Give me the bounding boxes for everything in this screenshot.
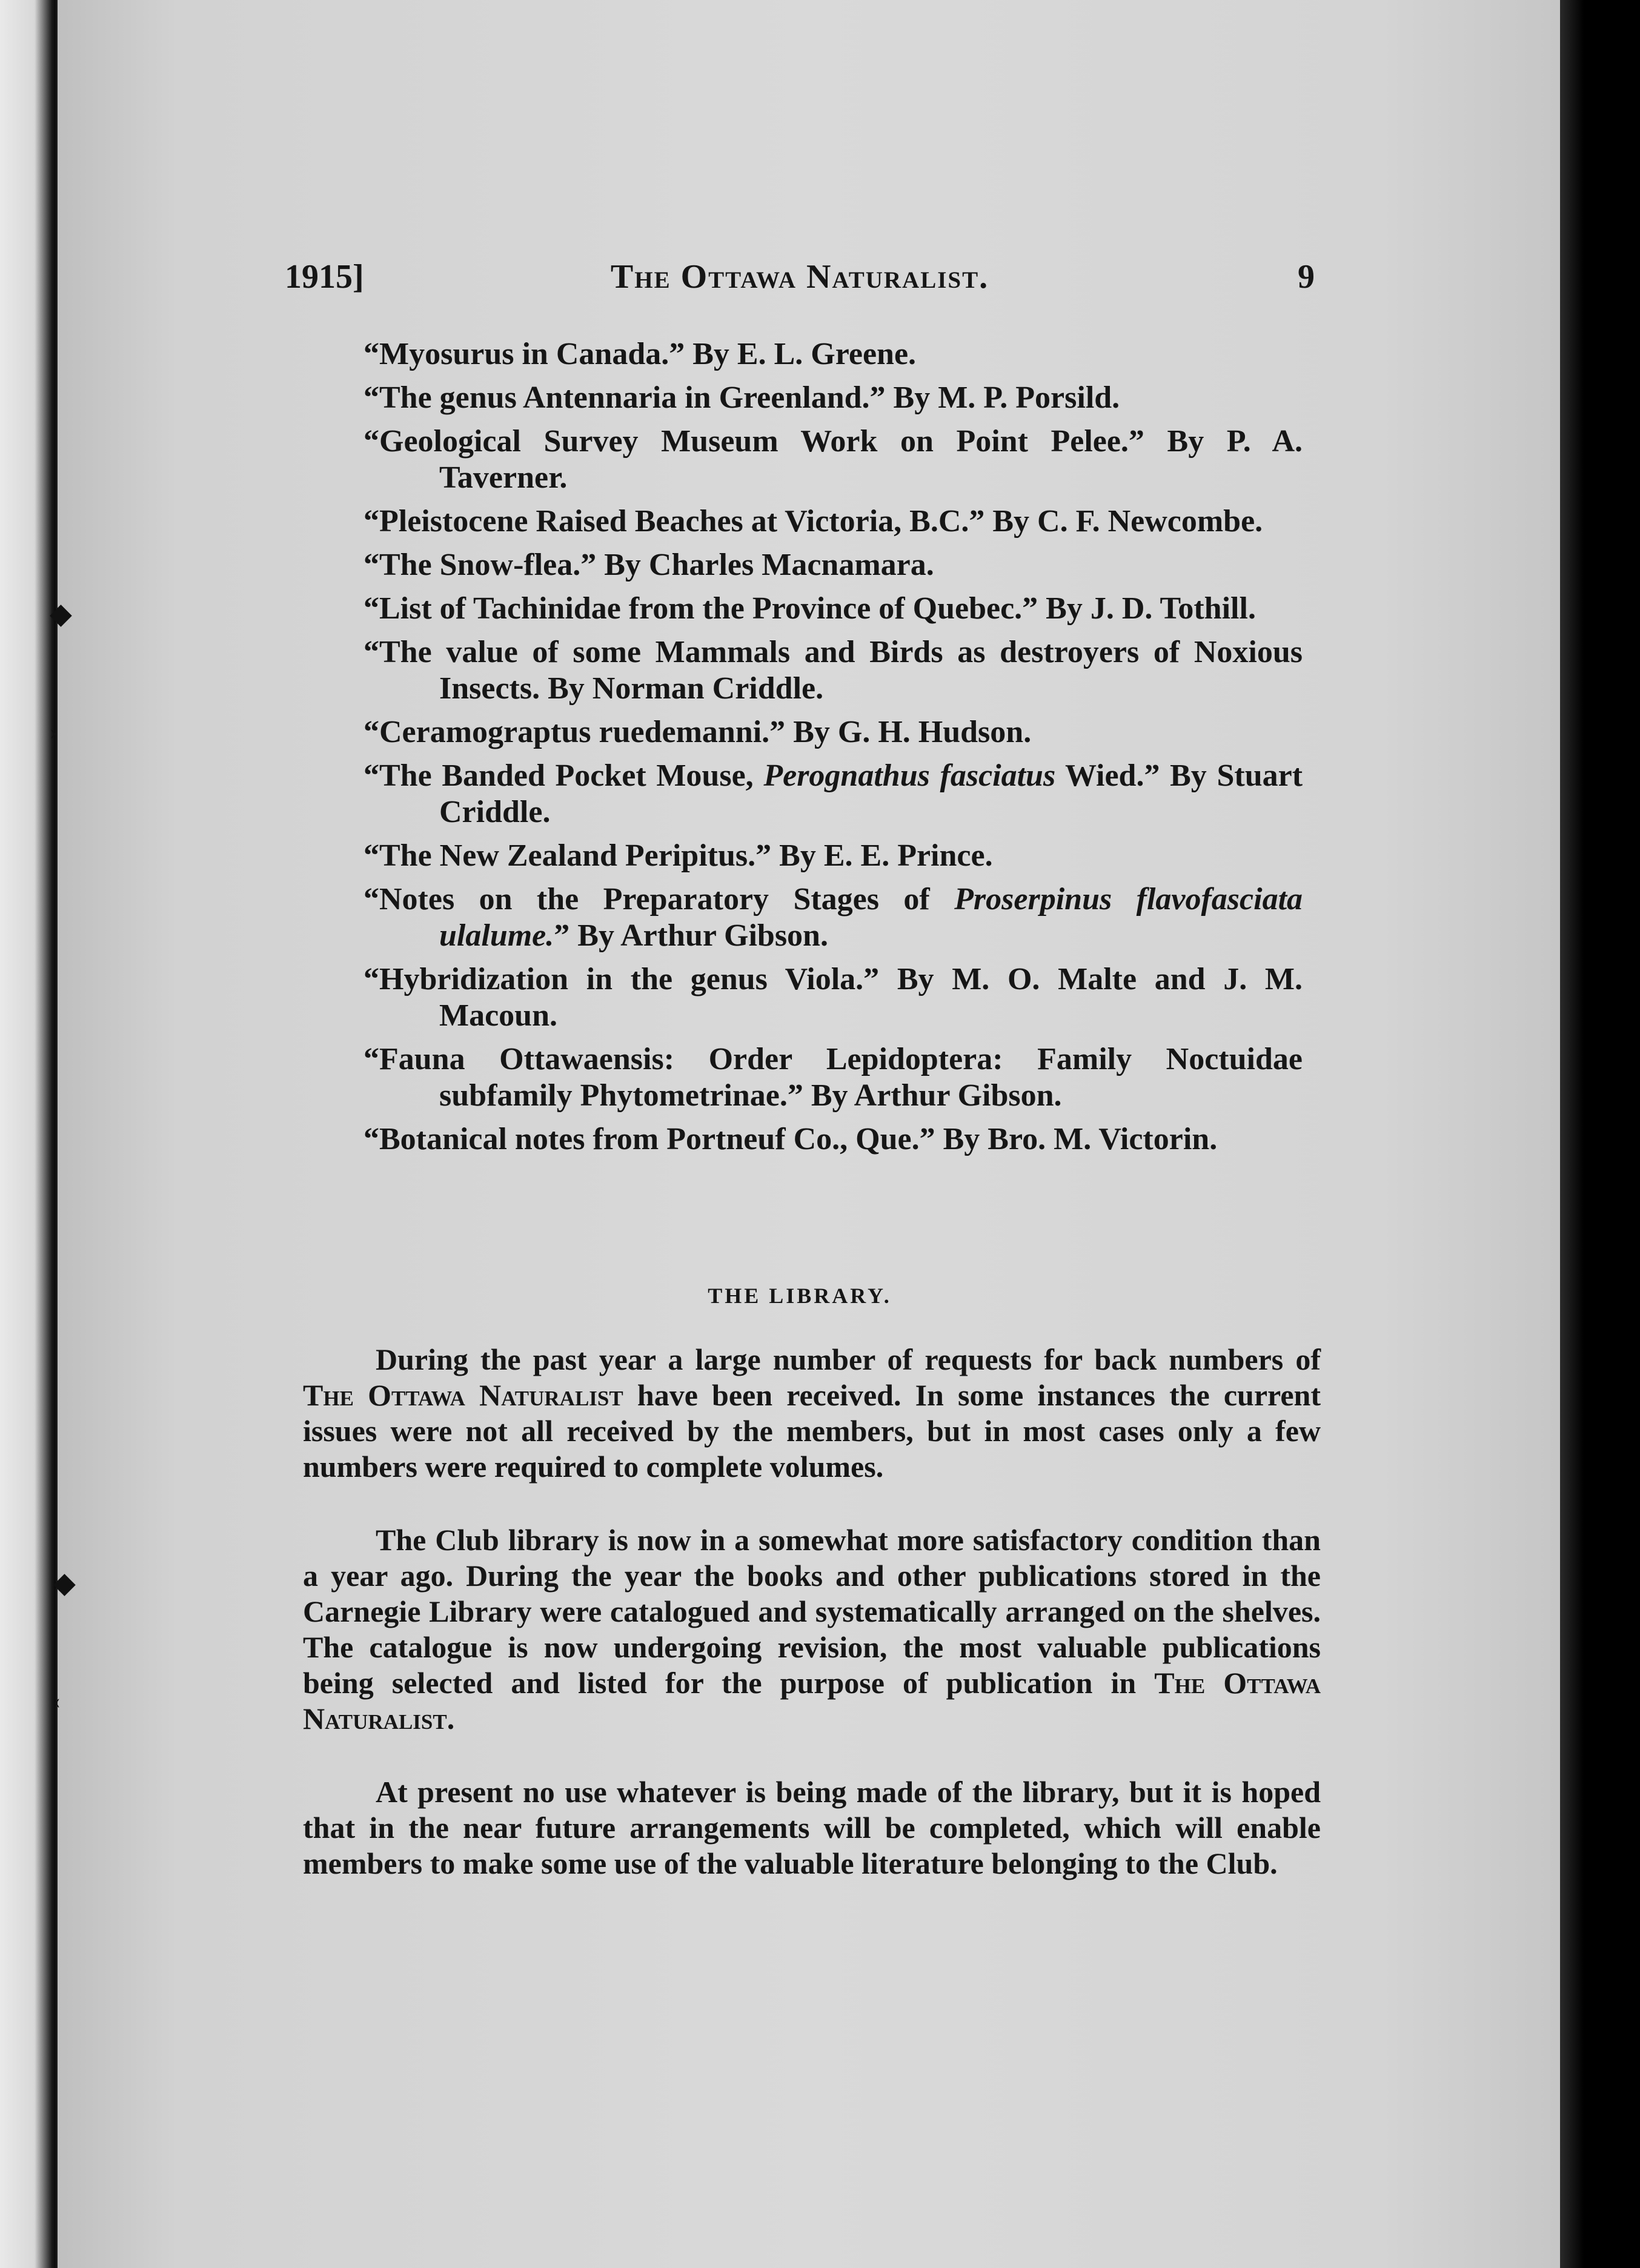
list-item: “Notes on the Preparatory Stages of Proserpinus flavofasciata ulalume.” By Arthur Gibson. — [364, 882, 1303, 953]
list-item: “Myosurus in Canada.” By E. L. Greene. — [364, 337, 917, 371]
right-scan-border — [1560, 0, 1640, 2268]
list-item: “The value of some Mammals and Birds as destroyers of Noxious Insects. By Norman Criddle. — [364, 635, 1303, 706]
list-item: “The Banded Pocket Mouse, Perognathus fasciatus Wied.” By Stuart Criddle. — [364, 758, 1303, 829]
library-section — [303, 1342, 1321, 1919]
margin-mark: ◆ — [50, 598, 72, 630]
list-item: “Geological Survey Museum Work on Point Pelee.” By P. A. Taverner. — [364, 424, 1303, 495]
running-head — [285, 257, 1315, 306]
list-item: “Fauna Ottawaensis: Order Lepidoptera: Family Noctuidae subfamily Phytometrinae.” By Arthur Gibson. — [364, 1042, 1303, 1113]
journal-title: The Ottawa Naturalist. — [610, 258, 989, 296]
paragraph: The Club library is now in a somewhat more satisfactory condition than a year ago. During the year the books and other publications stored in the Carnegie Library were catalogued and systematically arranged on the shelves. The catalogue is now undergoing revision, the most valuable publications being selected and listed for the purpose of publication in The Ottawa Naturalist. — [303, 1523, 1321, 1736]
header-year: 1915] — [285, 258, 364, 296]
paragraph: At present no use whatever is being made of the library, but it is hoped that in the near future arrangements will be completed, which will enable members to make some use of the valuable literature belonging to the Club. — [303, 1775, 1321, 1880]
page-number: 9 — [1298, 258, 1315, 296]
margin-mark: › — [50, 720, 57, 744]
list-item: “Hybridization in the genus Viola.” By M. O. Malte and J. M. Macoun. — [364, 962, 1303, 1033]
list-item: “The genus Antennaria in Greenland.” By M. P. Porsild. — [364, 380, 1120, 415]
list-item: “The New Zealand Peripitus.” By E. E. Prince. — [364, 838, 993, 873]
left-page-edge — [0, 0, 58, 2268]
list-item: “Botanical notes from Portneuf Co., Que.” By Bro. M. Victorin. — [364, 1122, 1218, 1156]
paragraph: During the past year a large number of requests for back numbers of The Ottawa Naturalist have been received. In some instances the current issues were not all received by the members, but in most cases only a few numbers were required to complete volumes. — [303, 1342, 1321, 1484]
margin-mark: ‹ — [53, 1689, 61, 1713]
section-heading: THE LIBRARY. — [708, 1284, 892, 1308]
list-item: “The Snow-flea.” By Charles Macnamara. — [364, 548, 934, 582]
list-item: “Pleistocene Raised Beaches at Victoria, B.C.” By C. F. Newcombe. — [364, 504, 1263, 539]
list-item: “List of Tachinidae from the Province of Quebec.” By J. D. Tothill. — [364, 591, 1256, 626]
margin-mark: ◆ — [53, 1567, 76, 1599]
paper-list — [364, 336, 1303, 1165]
list-item: “Ceramograptus ruedemanni.” By G. H. Hudson. — [364, 715, 1032, 749]
